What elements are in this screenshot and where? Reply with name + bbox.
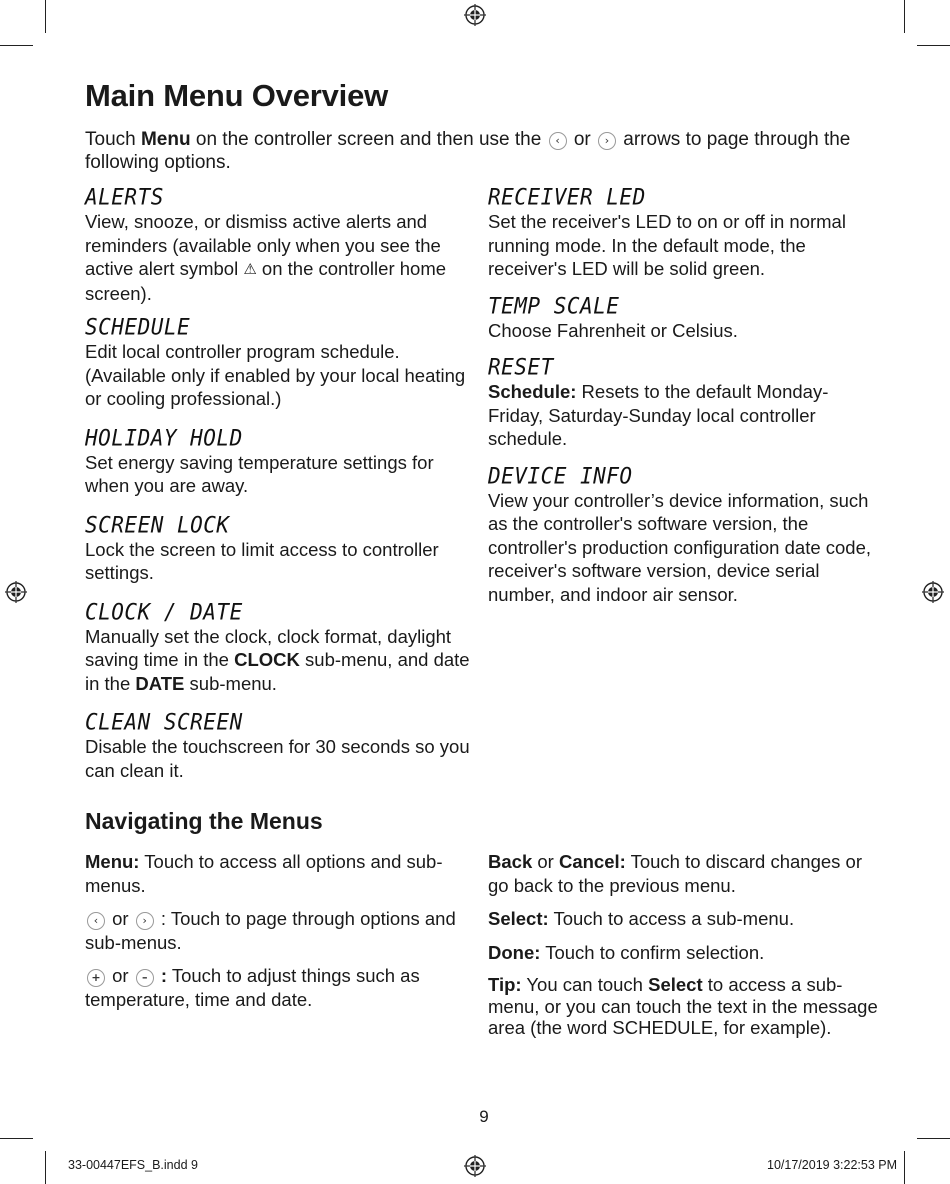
section-heading: Navigating the Menus <box>85 808 323 834</box>
intro-text: Touch <box>85 129 141 150</box>
menu-item-title: TEMP SCALE <box>488 292 620 319</box>
description-text: sub-menu, and date in the <box>85 649 470 694</box>
menu-item-schedule <box>85 314 470 411</box>
nav-arrows-paragraph <box>85 907 470 954</box>
navigation-left-column <box>85 850 470 1021</box>
menu-item-clean-screen <box>85 709 470 782</box>
menu-item-device-info <box>488 463 873 607</box>
menu-item-title: DEVICE INFO <box>488 462 633 489</box>
page-number: 9 <box>479 1107 489 1126</box>
select-keyword: Select: <box>488 908 549 929</box>
nav-text: Touch to access a sub-menu. <box>548 908 795 929</box>
print-slug-timestamp: 10/17/2019 3:22:53 PM <box>767 1158 897 1172</box>
nav-back-paragraph <box>488 850 878 897</box>
print-slug-filename: 33-00447EFS_B.indd 9 <box>68 1158 198 1172</box>
nav-text: Touch to discard changes or go back to the previous menu. <box>488 851 862 896</box>
schedule-keyword: Schedule: <box>488 381 577 402</box>
crop-mark-top-right-v <box>904 0 905 33</box>
menu-item-description <box>85 210 470 305</box>
nav-text: to access a sub-menu, or you can touch the text in the message area (the word SCHEDULE, for example). <box>488 974 878 1038</box>
menu-item-alerts <box>85 184 470 305</box>
menu-item-description: Set energy saving temperature settings for when you are away. <box>85 451 434 496</box>
menu-options-right-column <box>488 184 873 615</box>
description-text: Manually set the clock, clock format, daylight saving time in the <box>85 625 452 670</box>
right-arrow-icon: › <box>136 912 154 930</box>
description-text: on the controller home screen). <box>85 258 447 304</box>
done-keyword: Done: <box>488 941 541 963</box>
nav-done-paragraph <box>488 941 878 965</box>
menu-item-screen-lock <box>85 512 470 585</box>
menu-item-title: CLEAN SCREEN <box>85 709 243 735</box>
nav-text: Touch to confirm selection. <box>540 941 765 963</box>
menu-item-holiday-hold <box>85 425 470 498</box>
registration-mark-icon <box>5 581 27 603</box>
menu-item-title: SCHEDULE <box>85 314 191 340</box>
description-text: View, snooze, or dismiss active alerts and reminders (available only when you see the active alert symbol <box>85 211 441 279</box>
alert-triangle-icon: ⚠ <box>243 261 257 278</box>
menu-item-title: HOLIDAY HOLD <box>85 424 243 451</box>
description-text: sub-menu. <box>184 672 277 694</box>
minus-icon: – <box>136 969 154 987</box>
registration-mark-icon <box>464 1155 486 1177</box>
intro-menu-word: Menu <box>140 129 191 150</box>
nav-colon: : <box>155 965 168 986</box>
crop-mark-bottom-left-h <box>0 1138 33 1139</box>
select-keyword: Select <box>648 974 703 995</box>
menu-item-description: Choose Fahrenheit or Celsius. <box>488 319 738 341</box>
crop-mark-top-left-v <box>45 0 46 33</box>
cancel-keyword: Cancel: <box>558 851 626 872</box>
menu-item-title: RESET <box>488 354 554 380</box>
crop-mark-bottom-left-v <box>45 1151 46 1184</box>
clock-keyword: CLOCK <box>234 649 300 670</box>
menu-item-receiver-led <box>488 184 873 281</box>
intro-text: arrows to page through the following options. <box>85 129 851 173</box>
nav-text: or <box>107 908 134 929</box>
menu-item-reset <box>488 354 873 451</box>
plus-icon: + <box>87 969 105 987</box>
menu-item-description: View your controller’s device information, such as the controller's software version, the controller's production configuration date code, receiver's software version, device serial number, and indoor air sensor. <box>488 489 872 605</box>
left-arrow-icon: ‹ <box>87 912 105 930</box>
menu-item-title: CLOCK / DATE <box>85 598 243 625</box>
right-arrow-icon: › <box>598 132 616 150</box>
date-keyword: DATE <box>135 672 185 694</box>
intro-paragraph <box>85 128 855 174</box>
nav-text: : Touch to page through options and sub-menus. <box>85 908 456 953</box>
nav-menu-paragraph <box>85 850 470 897</box>
left-arrow-icon: ‹ <box>549 132 567 150</box>
registration-mark-icon <box>922 581 944 603</box>
menu-item-title: RECEIVER LED <box>488 184 646 210</box>
menu-item-clock-date <box>85 599 470 696</box>
crop-mark-bottom-right-h <box>917 1138 950 1139</box>
menu-item-description: Lock the screen to limit access to controller settings. <box>85 538 439 583</box>
crop-mark-bottom-right-v <box>904 1151 905 1184</box>
nav-plus-minus-paragraph <box>85 964 470 1011</box>
menu-item-title: SCREEN LOCK <box>85 511 230 538</box>
tip-keyword: Tip: <box>488 974 522 995</box>
crop-mark-top-right-h <box>917 45 950 46</box>
intro-text: on the controller screen and then use the <box>190 129 547 150</box>
menu-item-temp-scale <box>488 293 873 343</box>
nav-text: Touch to access all options and sub-menus. <box>85 851 443 896</box>
nav-text: or <box>532 851 559 872</box>
nav-text: You can touch <box>521 974 649 995</box>
page-title: Main Menu Overview <box>85 78 389 113</box>
menu-item-description: Set the receiver's LED to on or off in normal running mode. In the default mode, the receiver's LED will be solid green. <box>488 211 846 279</box>
menu-item-description <box>488 380 873 451</box>
menu-item-description <box>85 625 470 696</box>
navigation-right-column <box>488 850 878 1049</box>
intro-text: or <box>568 129 596 150</box>
registration-mark-icon <box>464 4 486 26</box>
menu-options-left-column <box>85 184 470 791</box>
nav-select-paragraph <box>488 907 878 931</box>
crop-mark-top-left-h <box>0 45 33 46</box>
menu-item-description: Edit local controller program schedule. (Available only if enabled by your local heating or cooling professional.) <box>85 341 466 409</box>
nav-tip-paragraph <box>488 974 878 1039</box>
menu-item-title: ALERTS <box>85 184 164 210</box>
back-keyword: Back <box>488 851 533 872</box>
description-text: Resets to the default Monday-Friday, Saturday-Sunday local controller schedule. <box>488 381 829 449</box>
nav-text: or <box>107 965 134 986</box>
menu-item-description: Disable the touchscreen for 30 seconds so you can clean it. <box>85 736 470 781</box>
menu-keyword: Menu: <box>85 851 140 872</box>
nav-text: Touch to adjust things such as temperature, time and date. <box>85 965 420 1010</box>
